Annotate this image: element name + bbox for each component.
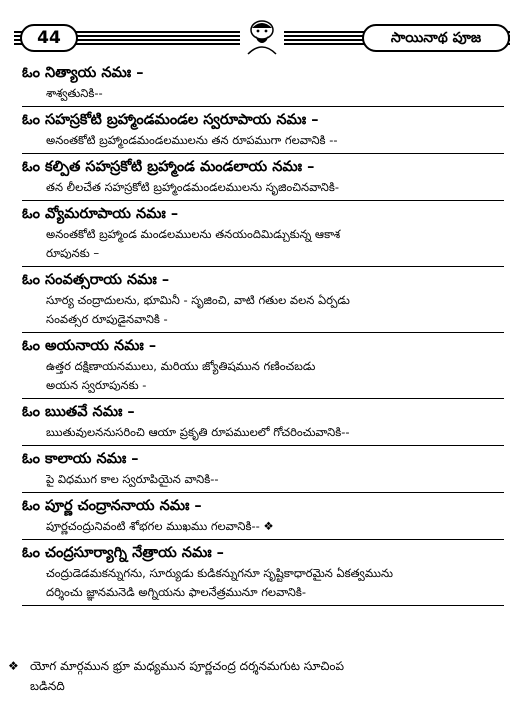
- mantra-heading: ఓం చంద్రసూర్యాగ్ని నేత్రాయ నమః –: [22, 545, 224, 561]
- mantra-meaning: [22, 470, 504, 489]
- mantra-meaning: [22, 178, 504, 197]
- mantra-meaning: [22, 564, 504, 602]
- page-title: సాయినాథ పూజ: [362, 24, 510, 52]
- mantra-heading: ఓం సహస్రకోటి బ్రహ్మాండమండల స్వరూపాయ నమః –: [22, 112, 319, 128]
- mantra-entry: [22, 399, 504, 446]
- meaning-line: సంవత్సర రూపుడైనవానికి -: [46, 312, 168, 326]
- meaning-line: చంద్రుడెడమకన్నుగను, సూర్యుడు కుడికన్నుగనూ సృష్టికాధారమైన ఏకత్వమును: [46, 566, 394, 580]
- mantra-meaning: [22, 291, 504, 329]
- mantra-entry: [22, 333, 504, 399]
- mantra-entry: [22, 154, 504, 201]
- mantra-meaning: [22, 225, 504, 263]
- sai-baba-portrait-icon: [240, 16, 284, 56]
- meaning-line: ఉత్తర దక్షిణాయనములు, మరియు జ్యోతిషమున గణించబడు: [46, 359, 316, 373]
- footnote-line: బడినది: [30, 679, 65, 693]
- mantra-entry: [22, 540, 504, 606]
- page-header: [14, 22, 510, 54]
- mantra-entry: [22, 267, 504, 333]
- mantra-meaning: [22, 517, 504, 536]
- mantra-meaning: [22, 84, 504, 103]
- meaning-line: అనంతకోటి బ్రహ్మాండమండలములను తన రూపముగా గలవానికి --: [46, 133, 338, 147]
- mantra-entry: [22, 446, 504, 493]
- mantra-entry: [22, 60, 504, 107]
- page-number: 44: [20, 24, 78, 52]
- mantra-heading: ఓం నిత్యాయ నమః –: [22, 65, 144, 81]
- mantra-heading: ఓం పూర్ణ చంద్రాననాయ నమః –: [22, 498, 202, 514]
- mantra-heading: ఓం కాలాయ నమః –: [22, 451, 139, 467]
- meaning-line: ఋతువులననుసరించి ఆయా ప్రకృతి రూపములలో గోచరించువానికి--: [46, 425, 350, 439]
- mantra-entry: [22, 107, 504, 154]
- mantra-meaning: [22, 131, 504, 150]
- meaning-line: శాశ్వతునికి--: [46, 86, 103, 100]
- mantra-heading: ఓం ఋతవే నమః –: [22, 404, 135, 420]
- meaning-line: దర్శించు జ్ఞానమనెడి అగ్నియను ఫాలనేత్రమునూ గలవానికి-: [46, 585, 306, 599]
- mantra-list: [22, 60, 504, 606]
- mantra-heading: ఓం అయనాయ నమః –: [22, 338, 157, 354]
- meaning-line: పూర్ణచంద్రునివంటి శోభగల ముఖము గలవానికి-- ❖: [46, 519, 274, 533]
- meaning-line: అయన స్వరూపునకు -: [46, 378, 147, 392]
- mantra-entry: [22, 201, 504, 267]
- mantra-meaning: [22, 423, 504, 442]
- meaning-line: రూపునకు –: [46, 246, 100, 260]
- footnote: [8, 656, 508, 696]
- mantra-entry: [22, 493, 504, 540]
- footnote-marker-icon: ❖: [8, 659, 19, 673]
- mantra-meaning: [22, 357, 504, 395]
- footnote-line: యోగ మార్గమున భ్రూ మధ్యమున పూర్ణచంద్ర దర్శనమగుట సూచింప: [30, 659, 345, 673]
- meaning-line: పై విధముగ కాల స్వరూపియైన వానికి--: [46, 472, 219, 486]
- meaning-line: సూర్య చంద్రాదులను, భూమినీ - సృజించి, వాటి గతుల వలన ఏర్పడు: [46, 293, 350, 307]
- mantra-heading: ఓం కల్పిత సహస్రకోటి బ్రహ్మాండ మండలాయ నమః –: [22, 159, 315, 175]
- meaning-line: తన లీలచేత సహస్రకోటి బ్రహ్మాండమండలములను సృజించినవానికి-: [46, 180, 340, 194]
- meaning-line: అనంతకోటి బ్రహ్మాండ మండలములను తనయందిమిడ్చుకున్న ఆకాశ: [46, 227, 341, 241]
- mantra-heading: ఓం వ్యోమరూపాయ నమః –: [22, 206, 179, 222]
- mantra-heading: ఓం సంవత్సరాయ నమః –: [22, 272, 170, 288]
